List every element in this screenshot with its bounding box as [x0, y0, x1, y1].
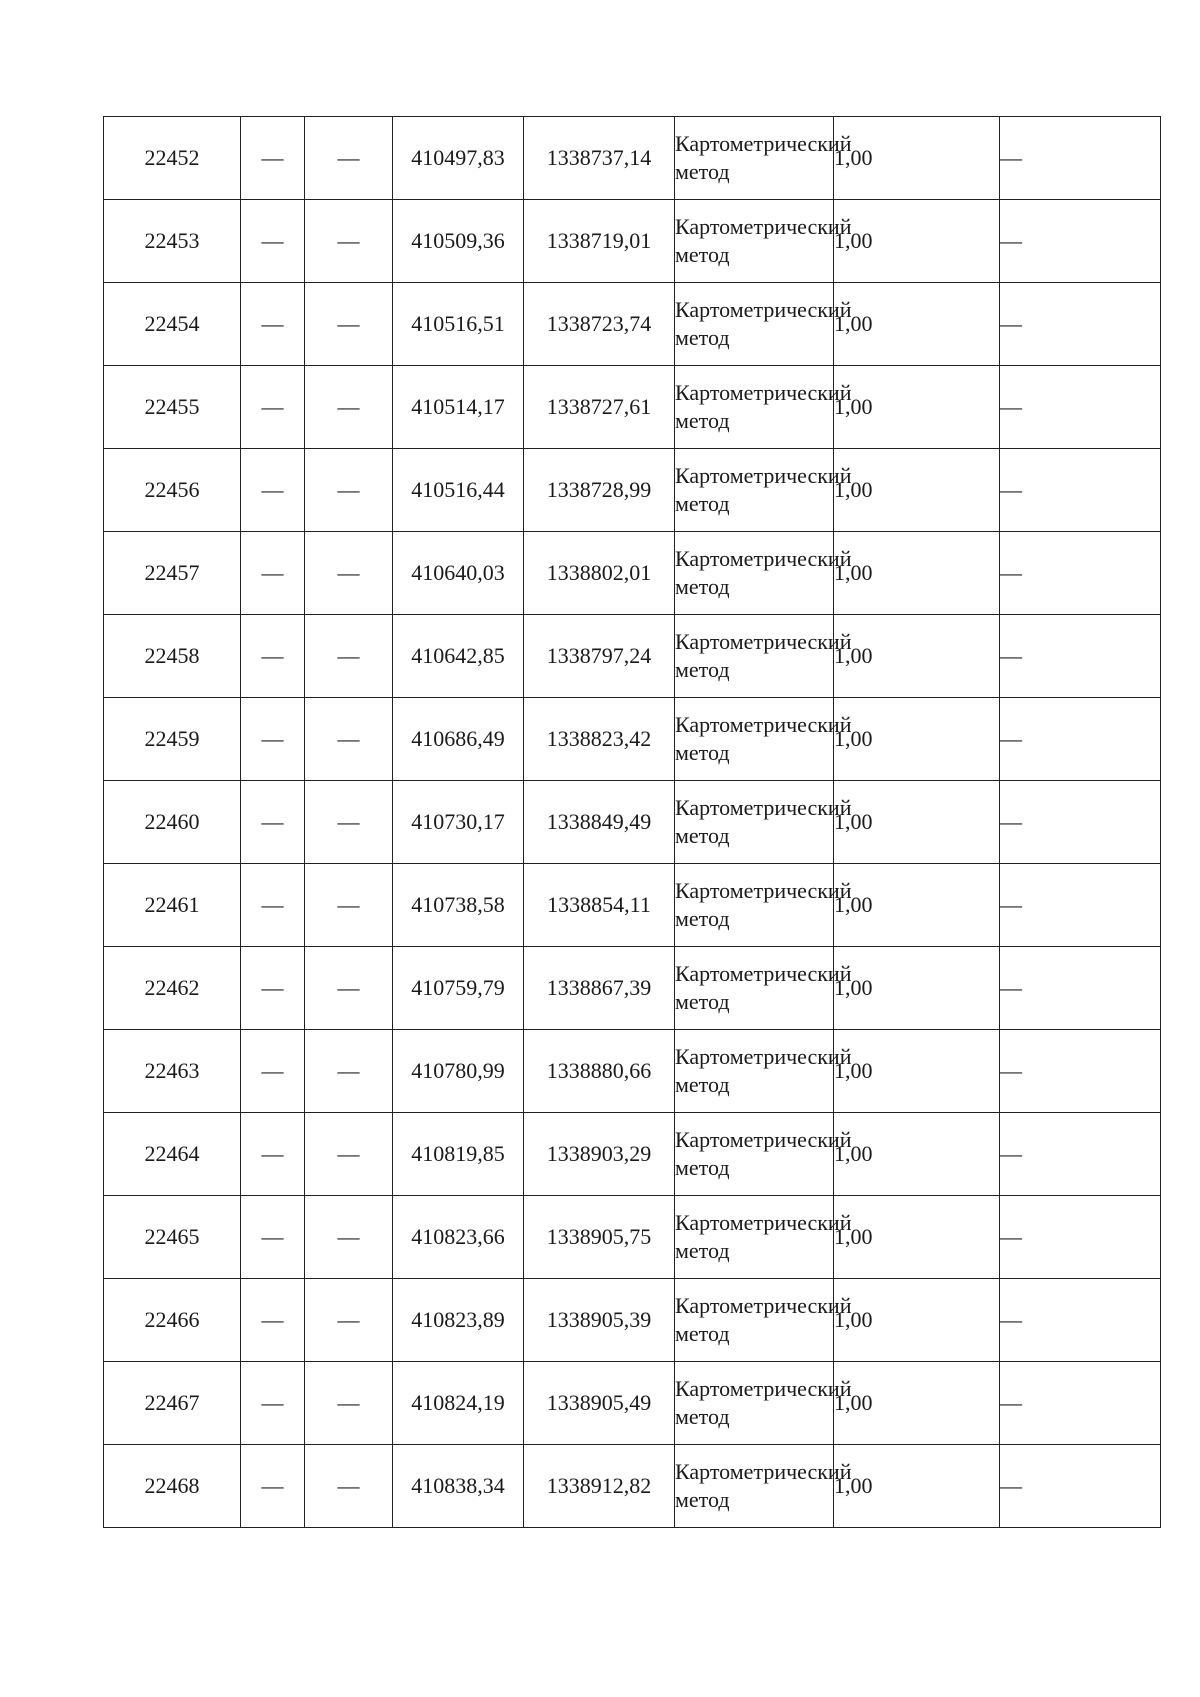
method-cell: Картометрический метод [675, 283, 834, 366]
point-number-cell: 22465 [104, 1196, 241, 1279]
column-8-cell: — [1000, 947, 1161, 1030]
y-coordinate-cell: 1338905,49 [524, 1362, 675, 1445]
column-8-cell: — [1000, 781, 1161, 864]
method-cell: Картометрический метод [675, 449, 834, 532]
point-number-cell: 22453 [104, 200, 241, 283]
column-2-cell: — [241, 532, 305, 615]
x-coordinate-cell: 410738,58 [393, 864, 524, 947]
y-coordinate-cell: 1338867,39 [524, 947, 675, 1030]
x-coordinate-cell: 410780,99 [393, 1030, 524, 1113]
column-3-cell: — [305, 366, 393, 449]
column-8-cell: — [1000, 698, 1161, 781]
accuracy-cell: 1,00 [834, 532, 1000, 615]
column-3-cell: — [305, 864, 393, 947]
point-number-cell: 22463 [104, 1030, 241, 1113]
accuracy-cell: 1,00 [834, 366, 1000, 449]
column-3-cell: — [305, 1113, 393, 1196]
x-coordinate-cell: 410838,34 [393, 1445, 524, 1528]
accuracy-cell: 1,00 [834, 1113, 1000, 1196]
column-8-cell: — [1000, 864, 1161, 947]
column-2-cell: — [241, 283, 305, 366]
column-8-cell: — [1000, 1030, 1161, 1113]
y-coordinate-cell: 1338727,61 [524, 366, 675, 449]
x-coordinate-cell: 410514,17 [393, 366, 524, 449]
x-coordinate-cell: 410759,79 [393, 947, 524, 1030]
column-8-cell: — [1000, 1113, 1161, 1196]
accuracy-cell: 1,00 [834, 283, 1000, 366]
column-3-cell: — [305, 200, 393, 283]
column-2-cell: — [241, 1279, 305, 1362]
accuracy-cell: 1,00 [834, 864, 1000, 947]
column-2-cell: — [241, 781, 305, 864]
accuracy-cell: 1,00 [834, 1279, 1000, 1362]
column-2-cell: — [241, 449, 305, 532]
table-row [104, 1279, 1161, 1362]
column-8-cell: — [1000, 1279, 1161, 1362]
accuracy-cell: 1,00 [834, 615, 1000, 698]
method-cell: Картометрический метод [675, 1030, 834, 1113]
table-row [104, 1113, 1161, 1196]
x-coordinate-cell: 410824,19 [393, 1362, 524, 1445]
x-coordinate-cell: 410516,51 [393, 283, 524, 366]
x-coordinate-cell: 410516,44 [393, 449, 524, 532]
accuracy-cell: 1,00 [834, 449, 1000, 532]
table-body [104, 117, 1161, 1528]
coordinates-table [103, 116, 1161, 1528]
point-number-cell: 22466 [104, 1279, 241, 1362]
y-coordinate-cell: 1338905,39 [524, 1279, 675, 1362]
y-coordinate-cell: 1338849,49 [524, 781, 675, 864]
x-coordinate-cell: 410819,85 [393, 1113, 524, 1196]
column-8-cell: — [1000, 1362, 1161, 1445]
method-cell: Картометрический метод [675, 781, 834, 864]
point-number-cell: 22461 [104, 864, 241, 947]
table-row [104, 283, 1161, 366]
point-number-cell: 22452 [104, 117, 241, 200]
column-8-cell: — [1000, 615, 1161, 698]
point-number-cell: 22468 [104, 1445, 241, 1528]
table-row [104, 1030, 1161, 1113]
table-row [104, 864, 1161, 947]
table-row [104, 1362, 1161, 1445]
x-coordinate-cell: 410686,49 [393, 698, 524, 781]
table-row [104, 1196, 1161, 1279]
method-cell: Картометрический метод [675, 200, 834, 283]
x-coordinate-cell: 410823,66 [393, 1196, 524, 1279]
accuracy-cell: 1,00 [834, 1030, 1000, 1113]
table-row [104, 449, 1161, 532]
y-coordinate-cell: 1338903,29 [524, 1113, 675, 1196]
x-coordinate-cell: 410823,89 [393, 1279, 524, 1362]
column-2-cell: — [241, 200, 305, 283]
accuracy-cell: 1,00 [834, 1362, 1000, 1445]
column-3-cell: — [305, 117, 393, 200]
column-2-cell: — [241, 1362, 305, 1445]
y-coordinate-cell: 1338728,99 [524, 449, 675, 532]
method-cell: Картометрический метод [675, 1362, 834, 1445]
y-coordinate-cell: 1338912,82 [524, 1445, 675, 1528]
column-3-cell: — [305, 1030, 393, 1113]
table-row [104, 117, 1161, 200]
method-cell: Картометрический метод [675, 366, 834, 449]
column-3-cell: — [305, 1196, 393, 1279]
y-coordinate-cell: 1338797,24 [524, 615, 675, 698]
table-row [104, 615, 1161, 698]
column-8-cell: — [1000, 532, 1161, 615]
column-8-cell: — [1000, 366, 1161, 449]
point-number-cell: 22455 [104, 366, 241, 449]
point-number-cell: 22462 [104, 947, 241, 1030]
y-coordinate-cell: 1338880,66 [524, 1030, 675, 1113]
y-coordinate-cell: 1338854,11 [524, 864, 675, 947]
column-2-cell: — [241, 1030, 305, 1113]
column-3-cell: — [305, 1362, 393, 1445]
column-8-cell: — [1000, 200, 1161, 283]
accuracy-cell: 1,00 [834, 698, 1000, 781]
accuracy-cell: 1,00 [834, 117, 1000, 200]
y-coordinate-cell: 1338737,14 [524, 117, 675, 200]
column-2-cell: — [241, 1196, 305, 1279]
column-3-cell: — [305, 449, 393, 532]
x-coordinate-cell: 410730,17 [393, 781, 524, 864]
accuracy-cell: 1,00 [834, 200, 1000, 283]
method-cell: Картометрический метод [675, 864, 834, 947]
y-coordinate-cell: 1338723,74 [524, 283, 675, 366]
point-number-cell: 22456 [104, 449, 241, 532]
column-2-cell: — [241, 864, 305, 947]
column-3-cell: — [305, 947, 393, 1030]
table-row [104, 781, 1161, 864]
point-number-cell: 22467 [104, 1362, 241, 1445]
table-row [104, 698, 1161, 781]
column-2-cell: — [241, 615, 305, 698]
column-3-cell: — [305, 1445, 393, 1528]
column-2-cell: — [241, 698, 305, 781]
column-2-cell: — [241, 1113, 305, 1196]
column-3-cell: — [305, 283, 393, 366]
y-coordinate-cell: 1338719,01 [524, 200, 675, 283]
point-number-cell: 22459 [104, 698, 241, 781]
point-number-cell: 22458 [104, 615, 241, 698]
column-8-cell: — [1000, 449, 1161, 532]
accuracy-cell: 1,00 [834, 947, 1000, 1030]
method-cell: Картометрический метод [675, 117, 834, 200]
table-row [104, 366, 1161, 449]
method-cell: Картометрический метод [675, 532, 834, 615]
column-3-cell: — [305, 1279, 393, 1362]
column-3-cell: — [305, 615, 393, 698]
point-number-cell: 22454 [104, 283, 241, 366]
method-cell: Картометрический метод [675, 947, 834, 1030]
table-row [104, 947, 1161, 1030]
accuracy-cell: 1,00 [834, 781, 1000, 864]
column-3-cell: — [305, 781, 393, 864]
method-cell: Картометрический метод [675, 1445, 834, 1528]
column-3-cell: — [305, 698, 393, 781]
column-2-cell: — [241, 947, 305, 1030]
column-8-cell: — [1000, 1196, 1161, 1279]
table-row [104, 532, 1161, 615]
accuracy-cell: 1,00 [834, 1445, 1000, 1528]
method-cell: Картометрический метод [675, 1196, 834, 1279]
x-coordinate-cell: 410642,85 [393, 615, 524, 698]
column-2-cell: — [241, 366, 305, 449]
y-coordinate-cell: 1338802,01 [524, 532, 675, 615]
point-number-cell: 22460 [104, 781, 241, 864]
column-3-cell: — [305, 532, 393, 615]
column-8-cell: — [1000, 1445, 1161, 1528]
y-coordinate-cell: 1338823,42 [524, 698, 675, 781]
x-coordinate-cell: 410509,36 [393, 200, 524, 283]
table-row [104, 1445, 1161, 1528]
x-coordinate-cell: 410497,83 [393, 117, 524, 200]
accuracy-cell: 1,00 [834, 1196, 1000, 1279]
method-cell: Картометрический метод [675, 1279, 834, 1362]
method-cell: Картометрический метод [675, 1113, 834, 1196]
method-cell: Картометрический метод [675, 698, 834, 781]
table-row [104, 200, 1161, 283]
x-coordinate-cell: 410640,03 [393, 532, 524, 615]
column-2-cell: — [241, 1445, 305, 1528]
column-8-cell: — [1000, 117, 1161, 200]
column-2-cell: — [241, 117, 305, 200]
point-number-cell: 22464 [104, 1113, 241, 1196]
point-number-cell: 22457 [104, 532, 241, 615]
method-cell: Картометрический метод [675, 615, 834, 698]
column-8-cell: — [1000, 283, 1161, 366]
y-coordinate-cell: 1338905,75 [524, 1196, 675, 1279]
